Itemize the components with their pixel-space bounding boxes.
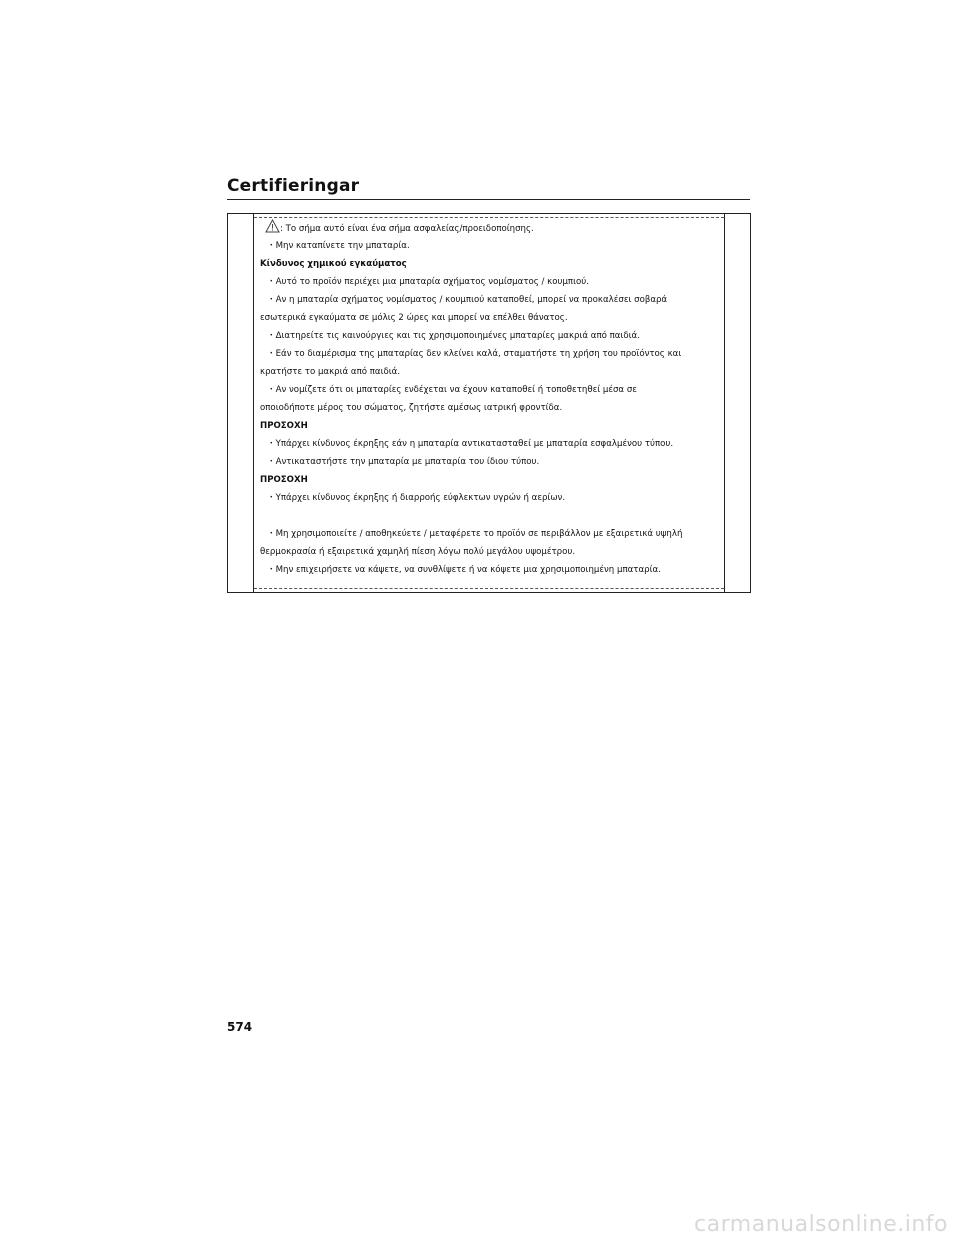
warning-text-block [260,219,722,579]
warning-line-9: ・Αν νομίζετε ότι οι μπαταρίες ενδέχεται να έχουν καταποθεί ή τοποθετηθεί μέσα σε [267,385,637,395]
table-right-column [724,214,750,592]
warning-heading-caution-2: ΠΡΟΣΟΧΗ [260,475,308,485]
warning-heading-chemical-burn: Κίνδυνος χημικού εγκαύματος [260,259,407,269]
warning-heading-caution-1: ΠΡΟΣΟΧΗ [260,421,308,431]
warning-triangle-icon [265,219,280,233]
table-top-dashed-rule [254,217,724,218]
warning-line-7: ・Εάν το διαμέρισμα της μπαταρίας δεν κλείνει καλά, σταματήστε τη χρήση του προϊόντος και [267,349,682,359]
warning-line-12: ・Υπάρχει κίνδυνος έκρηξης εάν η μπαταρία αντικατασταθεί με μπαταρία εσφαλμένου τύπου. [267,439,674,449]
warning-line-4: ・Αν η μπαταρία σχήματος νομίσματος / κουμπιού καταποθεί, μπορεί να προκαλέσει σοβαρά [267,295,668,305]
warning-line-15: ・Υπάρχει κίνδυνος έκρηξης ή διαρροής εύφλεκτων υγρών ή αερίων. [267,493,566,503]
table-bottom-dashed-rule [254,588,724,589]
warning-line-17: ・Μη χρησιμοποιείτε / αποθηκεύετε / μεταφέρετε το προϊόν σε περιβάλλον με εξαιρετικά υψηλή [267,529,683,539]
battery-warning-table [227,213,751,593]
warning-line-10: οποιοδήποτε μέρος του σώματος, ζητήστε αμέσως ιατρική φροντίδα. [260,403,563,413]
section-title: Certifieringar [227,176,360,196]
title-divider [227,199,750,200]
warning-line-0 [260,219,722,237]
page-number: 574 [227,1020,253,1034]
warning-line-1: ・Μην καταπίνετε την μπαταρία. [267,241,410,251]
warning-line-8: κρατήστε το μακριά από παιδιά. [260,367,401,377]
warning-line-3: ・Αυτό το προϊόν περιέχει μια μπαταρία σχήματος νομίσματος / κουμπιού. [267,277,589,287]
warning-blank-line [260,507,722,525]
warning-line-6: ・Διατηρείτε τις καινούργιες και τις χρησιμοποιημένες μπαταρίες μακριά από παιδιά. [267,331,640,341]
watermark[interactable]: carmanualsonline.info [694,1212,948,1237]
table-left-column [228,214,254,592]
warning-line-19: ・Μην επιχειρήσετε να κάψετε, να συνθλίψετε ή να κόψετε μια χρησιμοποιημένη μπαταρία. [267,565,661,575]
warning-line-5: εσωτερικά εγκαύματα σε μόλις 2 ώρες και μπορεί να επέλθει θάνατος. [260,313,568,323]
warning-line-13: ・Αντικαταστήστε την μπαταρία με μπαταρία του ίδιου τύπου. [267,457,540,467]
warning-line-text: : Το σήμα αυτό είναι ένα σήμα ασφαλείας/προειδοποίησης. [280,224,534,234]
warning-line-18: θερμοκρασία ή εξαιρετικά χαμηλή πίεση λόγω πολύ μεγάλου υψομέτρου. [260,547,576,557]
